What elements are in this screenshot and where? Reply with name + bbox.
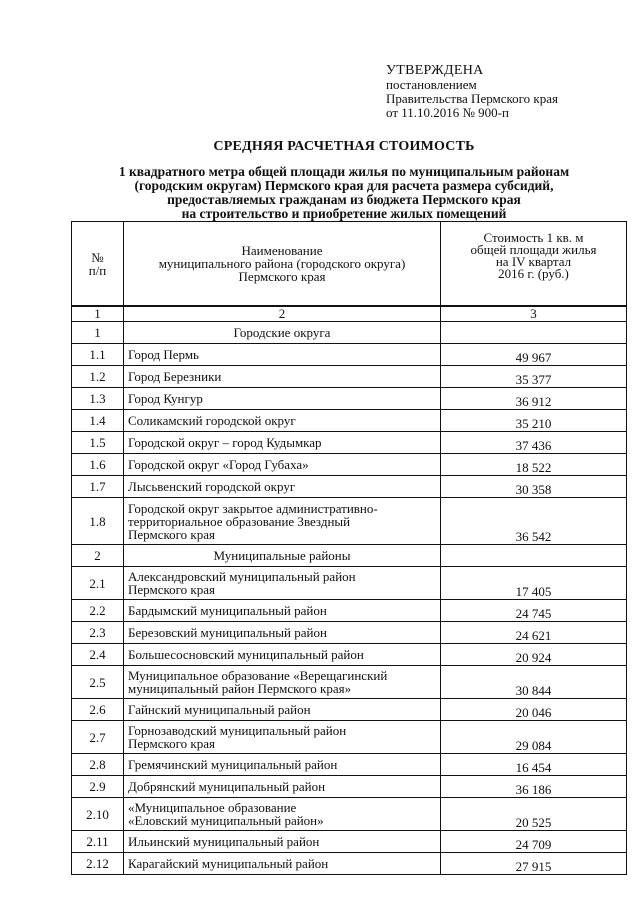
row-number: 2.5 <box>72 666 124 699</box>
row-number: 1.2 <box>72 366 124 388</box>
cost-value: 30 844 <box>441 666 627 699</box>
title-main: СРЕДНЯЯ РАСЧЕТНАЯ СТОИМОСТЬ <box>213 139 475 154</box>
district-name-line: «Муниципальное образование <box>128 800 297 815</box>
approval-stamp <box>386 64 558 120</box>
row-number: 1.7 <box>72 476 124 498</box>
index-cell: 1 <box>72 306 124 322</box>
district-name: Гремячинский муниципальный район <box>124 754 441 776</box>
district-name <box>124 798 441 831</box>
district-name: Березовский муниципальный район <box>124 622 441 644</box>
table-row <box>72 853 627 875</box>
district-name-line: муниципальный район Пермского края» <box>128 681 352 696</box>
table-header-row <box>72 222 627 307</box>
header-cost: Стоимость 1 кв. м общей площади жилья на IV квартал 2016 г. (руб.) <box>441 222 627 307</box>
table-row <box>72 644 627 666</box>
table-index-row <box>72 306 627 322</box>
cost-value: 37 436 <box>441 432 627 454</box>
document-title <box>64 139 624 221</box>
title-subtitle-line: 1 квадратного метра общей площади жилья по муниципальным районам <box>118 164 570 179</box>
cost-value: 49 967 <box>441 344 627 366</box>
section-row <box>72 545 627 567</box>
table-row <box>72 366 627 388</box>
row-number: 2.3 <box>72 622 124 644</box>
approval-heading: УТВЕРЖДЕНА <box>386 63 484 78</box>
row-number: 2.1 <box>72 567 124 600</box>
row-number: 2.12 <box>72 853 124 875</box>
district-name: Городской округ – город Кудымкар <box>124 432 441 454</box>
row-number: 2.11 <box>72 831 124 853</box>
row-number: 1.6 <box>72 454 124 476</box>
district-name: Ильинский муниципальный район <box>124 831 441 853</box>
cost-value: 24 621 <box>441 622 627 644</box>
district-name-line: территориальное образование Звездный <box>128 513 351 529</box>
district-name: Город Пермь <box>124 344 441 366</box>
cost-value: 35 210 <box>441 410 627 432</box>
district-name <box>124 567 441 600</box>
section-name: Муниципальные районы <box>124 545 441 567</box>
table-row <box>72 410 627 432</box>
table-row <box>72 754 627 776</box>
table-row <box>72 567 627 600</box>
table-row <box>72 476 627 498</box>
header-name: Наименование муниципального района (городского округа) Пермского края <box>124 222 441 307</box>
district-name: Город Березники <box>124 366 441 388</box>
district-name-line: Пермского края <box>128 582 215 597</box>
district-name-line: «Еловский муниципальный район» <box>128 813 324 828</box>
cost-value: 24 745 <box>441 600 627 622</box>
district-name <box>124 721 441 754</box>
table-row <box>72 831 627 853</box>
district-name <box>124 666 441 699</box>
cost-value: 27 915 <box>441 853 627 875</box>
table-row <box>72 432 627 454</box>
table-row <box>72 498 627 545</box>
cost-value: 35 377 <box>441 366 627 388</box>
row-number: 2.10 <box>72 798 124 831</box>
district-name-line: Александровский муниципальный район <box>128 569 356 584</box>
index-cell: 3 <box>441 306 627 322</box>
table-row <box>72 622 627 644</box>
district-name: Карагайский муниципальный район <box>124 853 441 875</box>
district-name-line: Городской округ закрытое административно- <box>128 500 378 516</box>
row-number: 1.3 <box>72 388 124 410</box>
approval-line: постановлением <box>386 77 477 92</box>
cost-value: 24 709 <box>441 831 627 853</box>
cost-value: 20 046 <box>441 699 627 721</box>
section-name: Городские округа <box>124 322 441 344</box>
table-row <box>72 721 627 754</box>
district-name: Гайнский муниципальный район <box>124 699 441 721</box>
district-name: Добрянский муниципальный район <box>124 776 441 798</box>
section-row <box>72 322 627 344</box>
header-number: № п/п <box>72 222 124 307</box>
district-name: Городской округ «Город Губаха» <box>124 454 441 476</box>
row-number: 1.4 <box>72 410 124 432</box>
district-name <box>124 498 441 545</box>
cost-value: 20 924 <box>441 644 627 666</box>
district-name: Лысьвенский городской округ <box>124 476 441 498</box>
cost-value: 36 186 <box>441 776 627 798</box>
row-number: 1.1 <box>72 344 124 366</box>
row-number: 1.5 <box>72 432 124 454</box>
row-number: 1.8 <box>72 498 124 545</box>
row-number: 2.7 <box>72 721 124 754</box>
row-number: 2.6 <box>72 699 124 721</box>
row-number: 2.8 <box>72 754 124 776</box>
cost-value: 18 522 <box>441 454 627 476</box>
row-number: 2 <box>72 545 124 567</box>
cost-value: 17 405 <box>441 567 627 600</box>
index-cell: 2 <box>124 306 441 322</box>
district-name-line: Горнозаводский муниципальный район <box>128 723 347 738</box>
table-row <box>72 388 627 410</box>
cost-table <box>71 221 627 875</box>
row-number: 2.4 <box>72 644 124 666</box>
table-row <box>72 454 627 476</box>
district-name-line: Муниципальное образование «Верещагинский <box>128 668 388 683</box>
table-row <box>72 699 627 721</box>
cost-value: 36 912 <box>441 388 627 410</box>
title-subtitle-line: (городским округам) Пермского края для расчета размера субсидий, <box>134 178 554 193</box>
cost-value <box>441 545 627 567</box>
district-name-line: Пермского края <box>128 736 215 751</box>
title-subtitle-line: на строительство и приобретение жилых помещений <box>181 206 507 221</box>
district-name-line: Пермского края <box>128 526 215 542</box>
cost-value: 16 454 <box>441 754 627 776</box>
title-subtitle-line: предоставляемых гражданам из бюджета Пермского края <box>167 192 521 207</box>
row-number: 2.9 <box>72 776 124 798</box>
approval-line: от 11.10.2016 № 900-п <box>386 105 509 120</box>
district-name: Большесосновский муниципальный район <box>124 644 441 666</box>
cost-value: 20 525 <box>441 798 627 831</box>
table-row <box>72 600 627 622</box>
cost-value <box>441 322 627 344</box>
district-name: Бардымский муниципальный район <box>124 600 441 622</box>
table-row <box>72 798 627 831</box>
row-number: 1 <box>72 322 124 344</box>
approval-line: Правительства Пермского края <box>386 91 558 106</box>
cost-value: 36 542 <box>441 498 627 545</box>
cost-value: 29 084 <box>441 721 627 754</box>
district-name: Соликамский городской округ <box>124 410 441 432</box>
cost-value: 30 358 <box>441 476 627 498</box>
table-row <box>72 344 627 366</box>
district-name: Город Кунгур <box>124 388 441 410</box>
table-row <box>72 776 627 798</box>
row-number: 2.2 <box>72 600 124 622</box>
table-row <box>72 666 627 699</box>
